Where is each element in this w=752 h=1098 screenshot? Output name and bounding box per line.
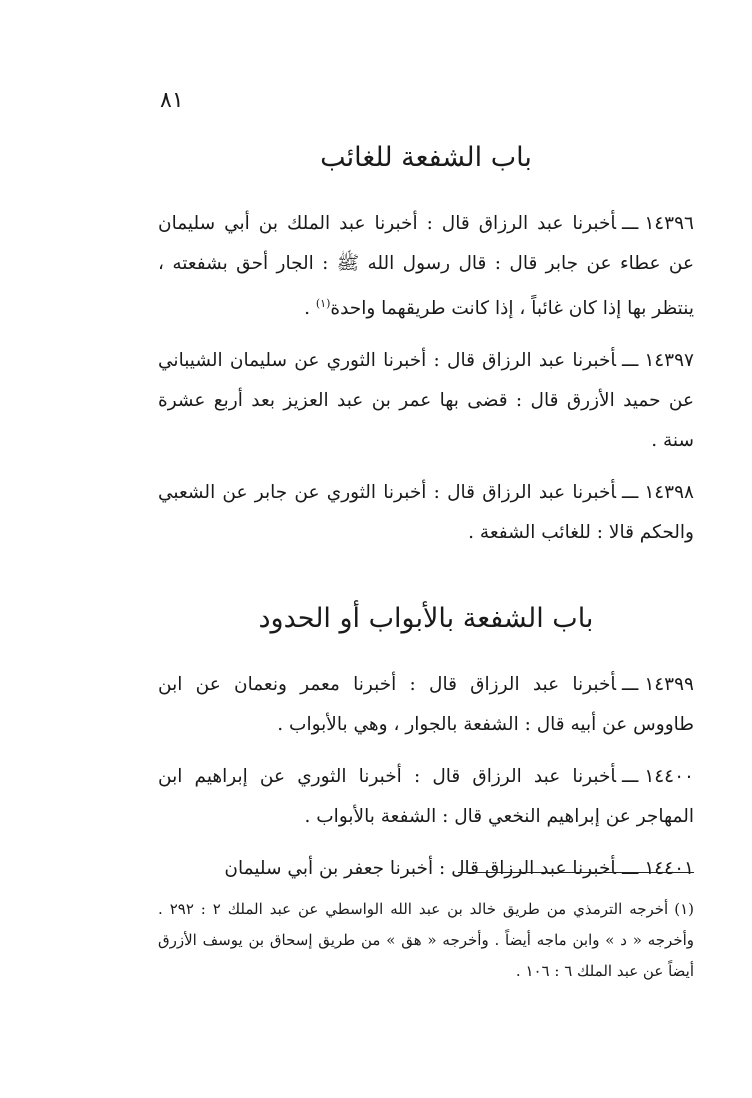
hadith-text: أخبرنا عبد الرزاق قال : أخبرنا الثوري عن جابر عن الشعبي والحكم قالا : للغائب الشفعة . [158,482,694,544]
page-body [158,138,694,901]
hadith-text: أخبرنا عبد الرزاق قال : أخبرنا عبد الملك بن أبي سليمان عن عطاء عن جابر قال : قال رسول الله ﷺ : الجار أحق بشفعته ، ينتظر بها إذا كان غائباً ، إذا كانت طريقهما واحدة [158,213,694,320]
hadith-entry [158,849,694,889]
hadith-number: ١٤٤٠٠ [644,766,694,788]
hadith-entry [158,341,694,461]
hadith-text: أخبرنا عبد الرزاق قال : أخبرنا الثوري عن سليمان الشيباني عن حميد الأزرق قال : قضى بها عمر بن عبد العزيز بعد أربع عشرة سنة . [158,350,694,452]
entry-dash: ـــ [622,350,639,372]
hadith-entry [158,665,694,745]
entry-dash: ـــ [622,482,639,504]
entry-dash: ـــ [622,213,639,234]
hadith-number: ١٤٣٩٧ [644,350,694,372]
entry-dash: ـــ [622,858,639,880]
hadith-text: أخبرنا عبد الرزاق قال : أخبرنا الثوري عن إبراهيم ابن المهاجر عن إبراهيم النخعي قال : الشفعة بالأبواب . [158,766,694,828]
entry-dash: ـــ [622,766,639,788]
hadith-entry [158,757,694,837]
footnote-reference[interactable]: (١) [315,297,331,310]
chapter-title: باب الشفعة للغائب [320,142,532,173]
hadith-text-tail: . [304,298,316,320]
hadith-entry [158,473,694,553]
hadith-number: ١٤٣٩٦ [644,213,694,234]
footnote-divider [458,872,694,873]
hadith-text: أخبرنا عبد الرزاق قال : أخبرنا جعفر بن أبي سليمان [224,858,617,880]
footnote-number: (١) [674,900,695,918]
hadith-text: أخبرنا عبد الرزاق قال : أخبرنا معمر ونعمان عن ابن طاووس عن أبيه قال : الشفعة بالجوار ، وهي بالأبواب . [158,674,694,736]
chapter-title: باب الشفعة بالأبواب أو الحدود [258,603,594,635]
footnotes [158,894,694,987]
hadith-entry [158,204,694,329]
footnote-text: أخرجه الترمذي من طريق خالد بن عبد الله الواسطي عن عبد الملك ٢ : ٢٩٢ . وأخرجه « د » وابن ماجه أيضاً . وأخرجه « هق » من طريق إسحاق بن يوسف الأزرق أيضاً عن عبد الملك ٦ : ١٠٦ . [158,900,694,980]
hadith-number: ١٤٣٩٨ [644,482,694,504]
hadith-number: ١٤٣٩٩ [644,674,694,696]
entry-dash: ـــ [622,674,639,696]
hadith-number: ١٤٤٠١ [644,858,694,880]
page-number: ٨١ [160,88,184,113]
footnote [158,894,694,987]
